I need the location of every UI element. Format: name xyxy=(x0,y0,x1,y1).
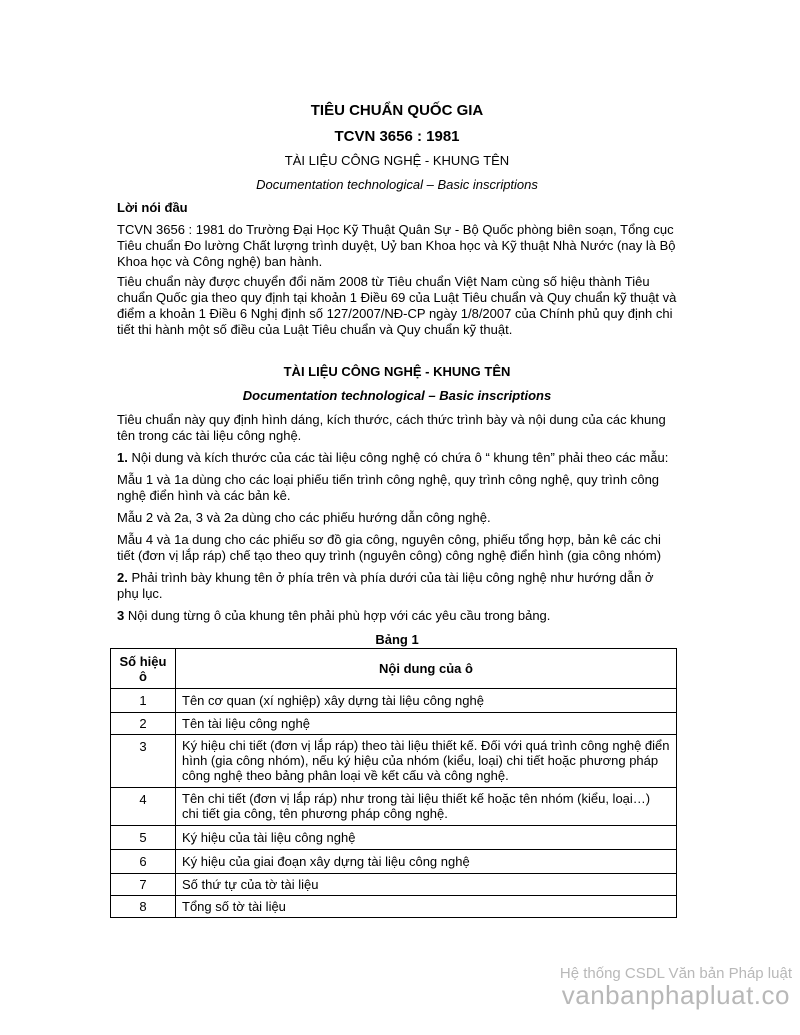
template-2-paragraph: Mẫu 2 và 2a, 3 và 2a dùng cho các phiếu hướng dẫn công nghệ. xyxy=(117,510,491,525)
body-title-vi: TÀI LIỆU CÔNG NGHỆ - KHUNG TÊN xyxy=(283,364,511,379)
cell-content: Ký hiệu của tài liệu công nghệ xyxy=(176,826,677,850)
cell-number: 3 xyxy=(111,735,176,788)
cell-number: 2 xyxy=(111,713,176,735)
doc-subtitle-en: Documentation technological – Basic inscriptions xyxy=(256,177,538,192)
table-header-row xyxy=(111,649,677,689)
table-row xyxy=(111,713,677,735)
foreword-heading: Lời nói đầu xyxy=(117,200,188,215)
cell-number: 4 xyxy=(111,788,176,826)
cell-number: 5 xyxy=(111,826,176,850)
table-row xyxy=(111,850,677,874)
header-cell-content: Nội dung của ô xyxy=(176,649,677,689)
section-1 xyxy=(117,450,677,466)
header-cell-number: Số hiệu ô xyxy=(111,649,176,689)
section-2 xyxy=(117,570,677,602)
section-2-number: 2. xyxy=(117,570,128,585)
section-3-number: 3 xyxy=(117,608,125,623)
section-1-number: 1. xyxy=(117,450,128,465)
doc-title: TIÊU CHUẨN QUỐC GIA xyxy=(310,102,484,119)
section-2-text: Phải trình bày khung tên ở phía trên và phía dưới của tài liệu công nghệ như hướng dẫn ở phụ lục. xyxy=(117,570,654,601)
body-title-en: Documentation technological – Basic inscriptions xyxy=(242,388,552,403)
foreword-paragraph-2: Tiêu chuẩn này được chuyển đổi năm 2008 từ Tiêu chuẩn Việt Nam cùng số hiệu thành Tiêu chuẩn Quốc gia theo quy định tại khoản 1 Điều 69 của Luật Tiêu chuẩn và Quy chuẩn kỹ thuật và điểm a khoản 1 Điều 6 Nghị định số 127/2007/NĐ-CP ngày 1/8/2007 của Chính phủ quy định chi tiết thi hành một số điều của Luật Tiêu chuẩn và Quy chuẩn kỹ thuật. xyxy=(117,274,677,337)
content-table xyxy=(110,648,677,918)
template-3-paragraph: Mẫu 4 và 1a dung cho các phiếu sơ đồ gia công, nguyên công, phiếu tổng hợp, bản kê các chi tiết (đơn vị lắp ráp) chế tạo theo quy trình (nguyên công) công nghệ điển hình (gia công nhóm) xyxy=(117,532,662,563)
cell-content: Tên tài liệu công nghệ xyxy=(176,713,677,735)
cell-number: 1 xyxy=(111,689,176,713)
doc-subtitle-vi: TÀI LIỆU CÔNG NGHỆ - KHUNG TÊN xyxy=(284,153,510,168)
table-row xyxy=(111,689,677,713)
table-row xyxy=(111,826,677,850)
cell-number: 7 xyxy=(111,874,176,896)
foreword-paragraph-1: TCVN 3656 : 1981 do Trường Đại Học Kỹ Thuật Quân Sự - Bộ Quốc phòng biên soạn, Tổng cục Tiêu chuẩn Đo lường Chất lượng trình duyệt, Uỷ ban Khoa học và Kỹ thuật Nhà Nước (nay là Bộ Khoa học và Công nghệ) ban hành. xyxy=(117,222,676,269)
table-row xyxy=(111,874,677,896)
table-caption: Bảng 1 xyxy=(375,632,419,647)
section-3-text: Nội dung từng ô của khung tên phải phù hợp với các yêu cầu trong bảng. xyxy=(124,608,551,623)
template-1-paragraph: Mẫu 1 và 1a dùng cho các loại phiếu tiến trình công nghệ, quy trình công nghệ, quy trình công nghệ điển hình và các bản kê. xyxy=(117,472,660,503)
cell-content: Ký hiệu chi tiết (đơn vị lắp ráp) theo tài liệu thiết kế. Đối với quá trình công nghệ điển hình (gia công nhóm), nếu ký hiệu của nhóm (kiểu, loại) chi tiết hoặc phương pháp công nghệ theo bảng phân loại về kết cấu và công nghệ. xyxy=(176,735,677,788)
cell-content: Số thứ tự của tờ tài liệu xyxy=(176,874,677,896)
doc-code: TCVN 3656 : 1981 xyxy=(334,128,460,145)
watermark-caption: Hệ thống CSDL Văn bản Pháp luật xyxy=(559,965,792,982)
intro-paragraph: Tiêu chuẩn này quy định hình dáng, kích thước, cách thức trình bày và nội dung của các khung tên trong các tài liệu công nghệ. xyxy=(117,412,666,443)
table-row xyxy=(111,735,677,788)
section-1-text: Nội dung và kích thước của các tài liệu công nghệ có chứa ô “ khung tên” phải theo các mẫu: xyxy=(127,450,669,465)
cell-number: 8 xyxy=(111,896,176,918)
cell-content: Ký hiệu của giai đoạn xây dựng tài liệu công nghệ xyxy=(176,850,677,874)
cell-content: Tổng số tờ tài liệu xyxy=(176,896,677,918)
cell-content: Tên chi tiết (đơn vị lắp ráp) như trong tài liệu thiết kế hoặc tên nhóm (kiểu, loại…) chi tiết gia công, tên phương pháp công nghệ. xyxy=(176,788,677,826)
watermark-site: vanbanphapluat.co xyxy=(561,980,790,1010)
cell-number: 6 xyxy=(111,850,176,874)
table-row xyxy=(111,788,677,826)
table-row xyxy=(111,896,677,918)
section-3 xyxy=(117,608,677,624)
cell-content: Tên cơ quan (xí nghiệp) xây dựng tài liệu công nghệ xyxy=(176,689,677,713)
